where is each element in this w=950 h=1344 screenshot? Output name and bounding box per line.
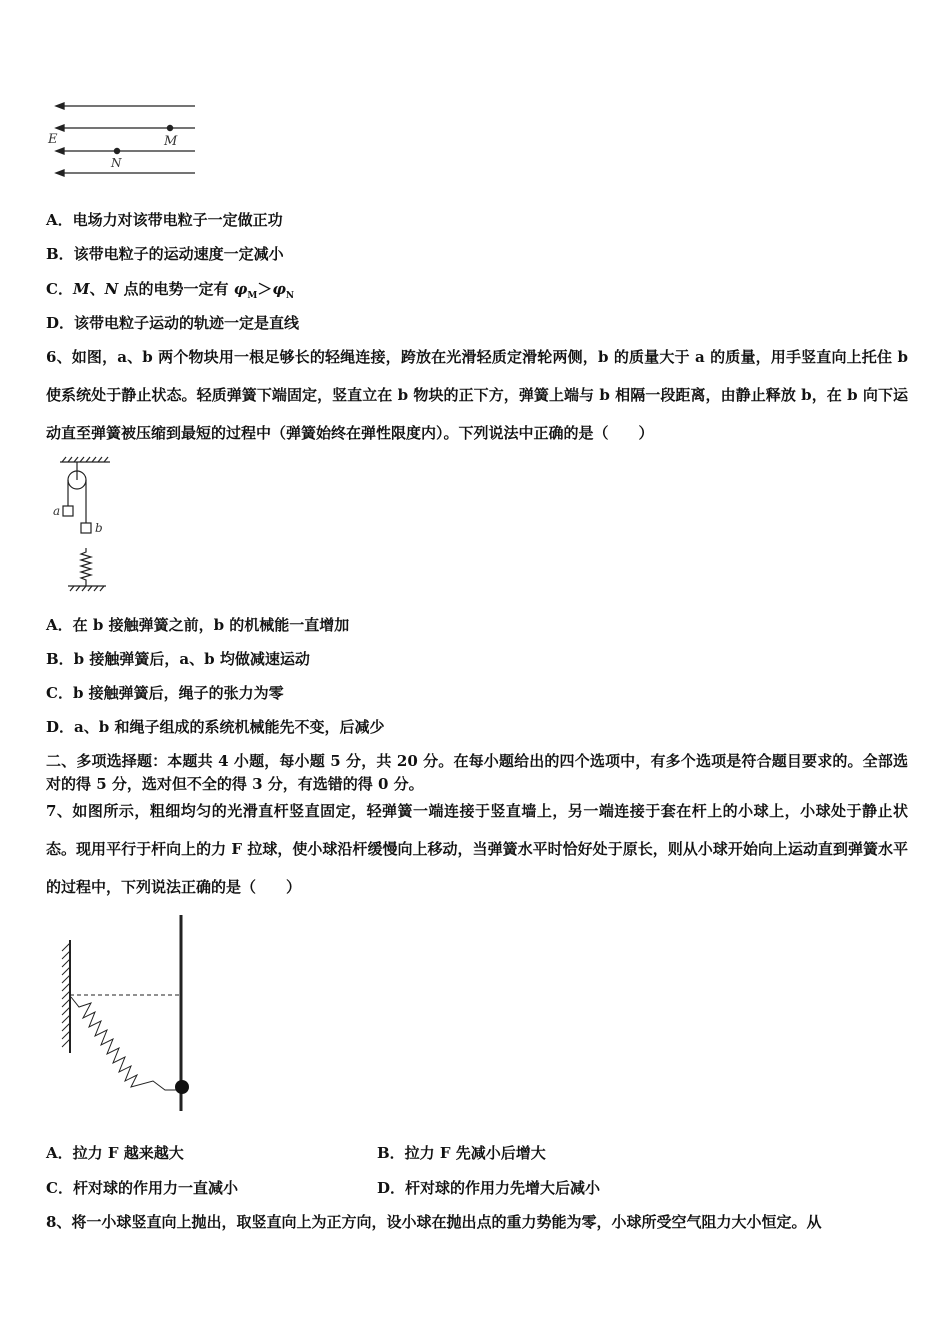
q7-stem: 7、如图所示，粗细均匀的光滑直杆竖直固定，轻弹簧一端连接于竖直墙上，另一端连接于套在杆上的小球上，小球处于静止状态。现用平行于杆向上的力 F 拉球，使小球沿杆缓慢向上移动，当弹簧水平时恰好处于原长，则从小球开始向上运动直到弹簧水平的过程中，下列说法正确的是（ ） [46, 802, 908, 896]
label-a: a [53, 504, 61, 518]
q6-option-b: B．b 接触弹簧后，a、b 均做减速运动 [46, 650, 310, 668]
block-a [63, 506, 73, 516]
q7-option-a: A．拉力 F 越来越大 [46, 1144, 184, 1162]
label-E: E [48, 132, 58, 147]
q5-option-a: A．电场力对该带电粒子一定做正功 [46, 211, 283, 229]
q5-option-d: D．该带电粒子运动的轨迹一定是直线 [46, 314, 300, 332]
figure-electric-field [40, 95, 210, 185]
label-N: N [111, 156, 122, 170]
ball [175, 1080, 189, 1094]
label-b: b [95, 521, 103, 535]
point-M-dot [167, 125, 172, 130]
spring [81, 548, 91, 586]
q8-stem: 8、将一小球竖直向上抛出，取竖直向上为正方向，设小球在抛出点的重力势能为零，小球所受空气阻力大小恒定。从 [46, 1213, 822, 1231]
wall-hatch [62, 943, 70, 1047]
spring-coil [71, 997, 182, 1090]
q6-option-d: D．a、b 和绳子组成的系统机械能先不变，后减少 [46, 718, 385, 736]
ground-hatch [70, 586, 104, 591]
q5-option-c: C．M、N 点的电势一定有 $\varphi_M>\varphi_N$ [46, 280, 295, 301]
q6-stem: 6、如图，a、b 两个物块用一根足够长的轻绳连接，跨放在光滑轻质定滑轮两侧，b 的质量大于 a 的质量，用手竖直向上托住 b 使系统处于静止状态。轻质弹簧下端固定，竖直立在 b 物块的正下方，弹簧上端与 b 相隔一段距离，由静止释放 b，在 b 向下运动直至弹簧被压缩到最短的过程中（弹簧始终在弹性限度内）。下列说法中正确的是（ ） [46, 348, 908, 442]
point-N-dot [114, 148, 119, 153]
q5-option-b: B．该带电粒子的运动速度一定减小 [46, 245, 284, 263]
block-b [81, 523, 91, 533]
label-M: M [164, 134, 178, 149]
ceiling-hatch [62, 457, 108, 462]
section-2-heading: 二、多项选择题：本题共 4 小题，每小题 5 分，共 20 分。在每小题给出的四个选项中，有多个选项是符合题目要求的。全部选对的得 5 分，选对但不全的得 3 分，有选错的得 0 分。 [46, 752, 908, 793]
q7-option-d: D．杆对球的作用力先增大后减小 [377, 1179, 601, 1197]
figure-rod-spring [55, 915, 205, 1115]
q7-option-b: B．拉力 F 先减小后增大 [377, 1144, 546, 1162]
q7-option-c: C．杆对球的作用力一直减小 [46, 1179, 238, 1197]
q6-option-c: C．b 接触弹簧后，绳子的张力为零 [46, 684, 284, 702]
figure-pulley-spring [50, 456, 120, 596]
q6-option-a: A．在 b 接触弹簧之前，b 的机械能一直增加 [46, 616, 350, 634]
